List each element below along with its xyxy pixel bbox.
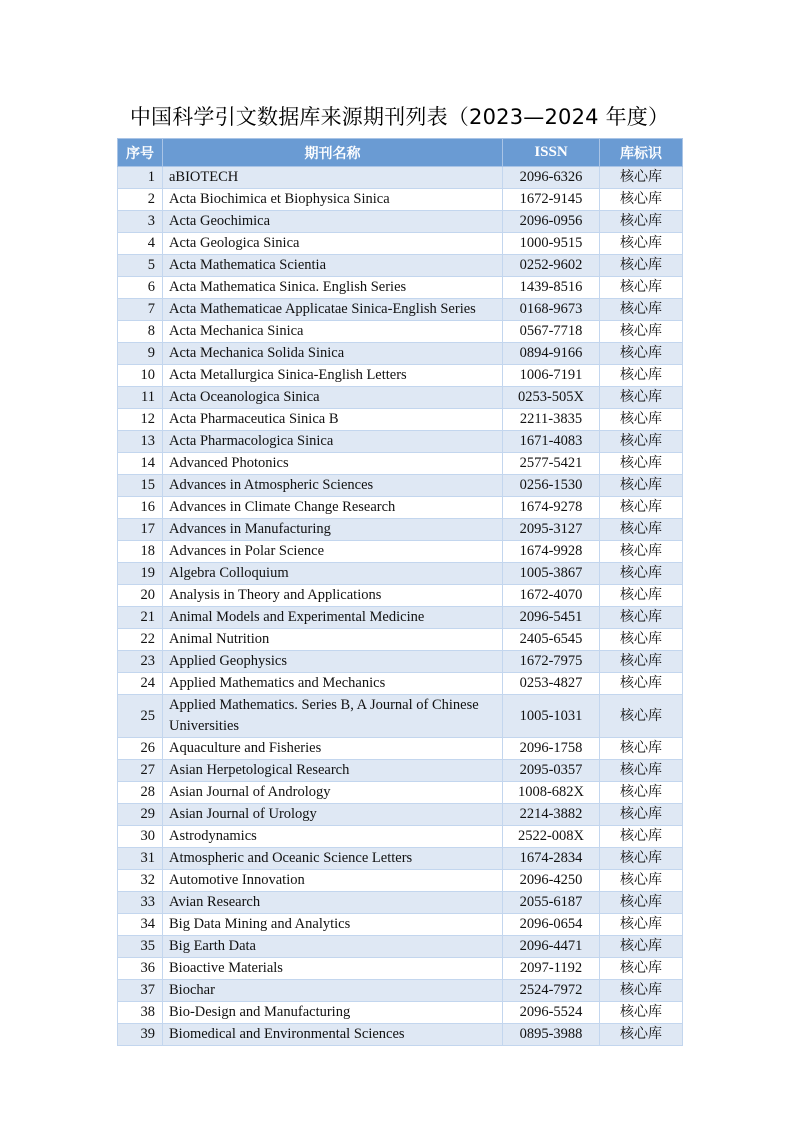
table-row [118, 277, 683, 299]
cell-no: 24 [118, 673, 163, 695]
cell-issn: 2055-6187 [503, 892, 600, 914]
cell-no: 21 [118, 607, 163, 629]
cell-journal-name: Biomedical and Environmental Sciences [163, 1024, 503, 1046]
table-row [118, 804, 683, 826]
cell-no: 39 [118, 1024, 163, 1046]
cell-no: 14 [118, 453, 163, 475]
table-row [118, 585, 683, 607]
cell-no: 29 [118, 804, 163, 826]
cell-library: 核心库 [600, 826, 683, 848]
table-row [118, 914, 683, 936]
cell-issn: 0253-4827 [503, 673, 600, 695]
table-row [118, 453, 683, 475]
table-row [118, 497, 683, 519]
cell-library: 核心库 [600, 1024, 683, 1046]
cell-issn: 2096-5524 [503, 1002, 600, 1024]
table-row [118, 958, 683, 980]
table-row [118, 1024, 683, 1046]
cell-no: 19 [118, 563, 163, 585]
cell-no: 22 [118, 629, 163, 651]
cell-journal-name: Acta Oceanologica Sinica [163, 387, 503, 409]
cell-no: 2 [118, 189, 163, 211]
cell-issn: 1674-9928 [503, 541, 600, 563]
cell-issn: 1671-4083 [503, 431, 600, 453]
table-row [118, 343, 683, 365]
table-row [118, 695, 683, 738]
cell-issn: 2524-7972 [503, 980, 600, 1002]
cell-no: 38 [118, 1002, 163, 1024]
table-row [118, 475, 683, 497]
cell-journal-name: Acta Mathematica Sinica. English Series [163, 277, 503, 299]
table-row [118, 1002, 683, 1024]
cell-journal-name: Applied Mathematics and Mechanics [163, 673, 503, 695]
cell-issn: 2096-0654 [503, 914, 600, 936]
cell-journal-name: Asian Herpetological Research [163, 760, 503, 782]
cell-no: 10 [118, 365, 163, 387]
table-row [118, 233, 683, 255]
cell-issn: 2577-5421 [503, 453, 600, 475]
cell-issn: 1674-2834 [503, 848, 600, 870]
table-row [118, 431, 683, 453]
cell-library: 核心库 [600, 804, 683, 826]
cell-journal-name: Applied Mathematics. Series B, A Journal of Chinese Universities [163, 695, 503, 738]
cell-library: 核心库 [600, 673, 683, 695]
cell-journal-name: Acta Metallurgica Sinica-English Letters [163, 365, 503, 387]
cell-issn: 2405-6545 [503, 629, 600, 651]
cell-no: 9 [118, 343, 163, 365]
table-row [118, 167, 683, 189]
cell-no: 28 [118, 782, 163, 804]
cell-library: 核心库 [600, 343, 683, 365]
cell-issn: 2211-3835 [503, 409, 600, 431]
cell-journal-name: Atmospheric and Oceanic Science Letters [163, 848, 503, 870]
cell-journal-name: Acta Geologica Sinica [163, 233, 503, 255]
cell-journal-name: Advances in Climate Change Research [163, 497, 503, 519]
cell-journal-name: Acta Biochimica et Biophysica Sinica [163, 189, 503, 211]
cell-library: 核心库 [600, 409, 683, 431]
cell-library: 核心库 [600, 189, 683, 211]
table-row [118, 980, 683, 1002]
cell-no: 11 [118, 387, 163, 409]
cell-issn: 2096-5451 [503, 607, 600, 629]
cell-issn: 0894-9166 [503, 343, 600, 365]
table-row [118, 892, 683, 914]
cell-issn: 1006-7191 [503, 365, 600, 387]
table-row [118, 651, 683, 673]
table-body [118, 167, 683, 1046]
cell-library: 核心库 [600, 892, 683, 914]
cell-issn: 1672-7975 [503, 651, 600, 673]
table-row [118, 519, 683, 541]
cell-library: 核心库 [600, 519, 683, 541]
cell-no: 37 [118, 980, 163, 1002]
cell-library: 核心库 [600, 431, 683, 453]
cell-issn: 0256-1530 [503, 475, 600, 497]
cell-library: 核心库 [600, 782, 683, 804]
cell-no: 31 [118, 848, 163, 870]
cell-journal-name: Automotive Innovation [163, 870, 503, 892]
cell-journal-name: Acta Pharmacologica Sinica [163, 431, 503, 453]
table-row [118, 299, 683, 321]
cell-journal-name: Animal Models and Experimental Medicine [163, 607, 503, 629]
cell-issn: 2096-4250 [503, 870, 600, 892]
cell-library: 核心库 [600, 738, 683, 760]
table-header [118, 139, 683, 167]
cell-issn: 2095-0357 [503, 760, 600, 782]
cell-journal-name: Bioactive Materials [163, 958, 503, 980]
cell-issn: 2097-1192 [503, 958, 600, 980]
table-row [118, 629, 683, 651]
cell-journal-name: Aquaculture and Fisheries [163, 738, 503, 760]
cell-no: 15 [118, 475, 163, 497]
cell-library: 核心库 [600, 629, 683, 651]
column-header-library: 库标识 [600, 139, 683, 167]
cell-journal-name: Biochar [163, 980, 503, 1002]
cell-no: 1 [118, 167, 163, 189]
cell-library: 核心库 [600, 255, 683, 277]
column-header-issn: ISSN [503, 139, 600, 167]
cell-library: 核心库 [600, 870, 683, 892]
cell-journal-name: Acta Pharmaceutica Sinica B [163, 409, 503, 431]
cell-issn: 1000-9515 [503, 233, 600, 255]
cell-no: 13 [118, 431, 163, 453]
cell-journal-name: Acta Geochimica [163, 211, 503, 233]
cell-issn: 2522-008X [503, 826, 600, 848]
cell-library: 核心库 [600, 541, 683, 563]
cell-library: 核心库 [600, 936, 683, 958]
table-row [118, 189, 683, 211]
cell-no: 5 [118, 255, 163, 277]
cell-issn: 2096-1758 [503, 738, 600, 760]
cell-library: 核心库 [600, 848, 683, 870]
cell-no: 20 [118, 585, 163, 607]
cell-journal-name: Asian Journal of Urology [163, 804, 503, 826]
cell-library: 核心库 [600, 475, 683, 497]
cell-library: 核心库 [600, 453, 683, 475]
cell-journal-name: Advances in Manufacturing [163, 519, 503, 541]
cell-journal-name: aBIOTECH [163, 167, 503, 189]
header-row [118, 139, 683, 167]
table-row [118, 673, 683, 695]
cell-library: 核心库 [600, 760, 683, 782]
cell-journal-name: Big Data Mining and Analytics [163, 914, 503, 936]
cell-journal-name: Analysis in Theory and Applications [163, 585, 503, 607]
cell-issn: 1005-3867 [503, 563, 600, 585]
table-row [118, 738, 683, 760]
cell-library: 核心库 [600, 167, 683, 189]
cell-no: 36 [118, 958, 163, 980]
cell-library: 核心库 [600, 958, 683, 980]
cell-journal-name: Asian Journal of Andrology [163, 782, 503, 804]
column-header-no: 序号 [118, 139, 163, 167]
cell-issn: 2096-6326 [503, 167, 600, 189]
cell-library: 核心库 [600, 321, 683, 343]
cell-journal-name: Avian Research [163, 892, 503, 914]
cell-no: 8 [118, 321, 163, 343]
table-row [118, 541, 683, 563]
cell-journal-name: Acta Mathematicae Applicatae Sinica-English Series [163, 299, 503, 321]
cell-issn: 1439-8516 [503, 277, 600, 299]
cell-issn: 2096-4471 [503, 936, 600, 958]
cell-no: 34 [118, 914, 163, 936]
journal-table [117, 138, 683, 1046]
table-row [118, 387, 683, 409]
table-row [118, 255, 683, 277]
cell-library: 核心库 [600, 914, 683, 936]
table-row [118, 782, 683, 804]
cell-no: 33 [118, 892, 163, 914]
cell-journal-name: Animal Nutrition [163, 629, 503, 651]
cell-library: 核心库 [600, 387, 683, 409]
cell-journal-name: Acta Mechanica Solida Sinica [163, 343, 503, 365]
table-row [118, 365, 683, 387]
cell-library: 核心库 [600, 277, 683, 299]
table-row [118, 321, 683, 343]
cell-no: 32 [118, 870, 163, 892]
cell-no: 18 [118, 541, 163, 563]
cell-library: 核心库 [600, 365, 683, 387]
cell-journal-name: Bio-Design and Manufacturing [163, 1002, 503, 1024]
cell-issn: 1672-4070 [503, 585, 600, 607]
cell-issn: 1674-9278 [503, 497, 600, 519]
cell-issn: 2095-3127 [503, 519, 600, 541]
cell-library: 核心库 [600, 211, 683, 233]
cell-library: 核心库 [600, 585, 683, 607]
cell-journal-name: Advanced Photonics [163, 453, 503, 475]
cell-library: 核心库 [600, 299, 683, 321]
cell-no: 27 [118, 760, 163, 782]
cell-no: 35 [118, 936, 163, 958]
cell-issn: 0895-3988 [503, 1024, 600, 1046]
cell-issn: 2214-3882 [503, 804, 600, 826]
cell-issn: 0253-505X [503, 387, 600, 409]
cell-issn: 0252-9602 [503, 255, 600, 277]
table-row [118, 211, 683, 233]
cell-journal-name: Advances in Atmospheric Sciences [163, 475, 503, 497]
cell-library: 核心库 [600, 497, 683, 519]
cell-no: 3 [118, 211, 163, 233]
cell-issn: 1008-682X [503, 782, 600, 804]
cell-no: 25 [118, 695, 163, 738]
cell-journal-name: Big Earth Data [163, 936, 503, 958]
cell-no: 30 [118, 826, 163, 848]
table-row [118, 936, 683, 958]
cell-no: 16 [118, 497, 163, 519]
cell-journal-name: Acta Mathematica Scientia [163, 255, 503, 277]
cell-journal-name: Advances in Polar Science [163, 541, 503, 563]
cell-library: 核心库 [600, 980, 683, 1002]
cell-issn: 0168-9673 [503, 299, 600, 321]
cell-journal-name: Algebra Colloquium [163, 563, 503, 585]
cell-issn: 0567-7718 [503, 321, 600, 343]
cell-no: 12 [118, 409, 163, 431]
cell-library: 核心库 [600, 233, 683, 255]
cell-library: 核心库 [600, 607, 683, 629]
cell-no: 7 [118, 299, 163, 321]
cell-library: 核心库 [600, 563, 683, 585]
table-row [118, 870, 683, 892]
cell-journal-name: Acta Mechanica Sinica [163, 321, 503, 343]
cell-library: 核心库 [600, 651, 683, 673]
cell-library: 核心库 [600, 695, 683, 738]
cell-issn: 1672-9145 [503, 189, 600, 211]
table-row [118, 760, 683, 782]
cell-issn: 2096-0956 [503, 211, 600, 233]
document-title: 中国科学引文数据库来源期刊列表（2023—2024 年度） [129, 105, 670, 129]
table-row [118, 848, 683, 870]
cell-no: 4 [118, 233, 163, 255]
cell-no: 17 [118, 519, 163, 541]
table-row [118, 409, 683, 431]
cell-journal-name: Applied Geophysics [163, 651, 503, 673]
cell-issn: 1005-1031 [503, 695, 600, 738]
table-row [118, 607, 683, 629]
table-row [118, 826, 683, 848]
cell-journal-name: Astrodynamics [163, 826, 503, 848]
cell-no: 26 [118, 738, 163, 760]
column-header-name: 期刊名称 [163, 139, 503, 167]
cell-no: 6 [118, 277, 163, 299]
cell-library: 核心库 [600, 1002, 683, 1024]
cell-no: 23 [118, 651, 163, 673]
table-row [118, 563, 683, 585]
